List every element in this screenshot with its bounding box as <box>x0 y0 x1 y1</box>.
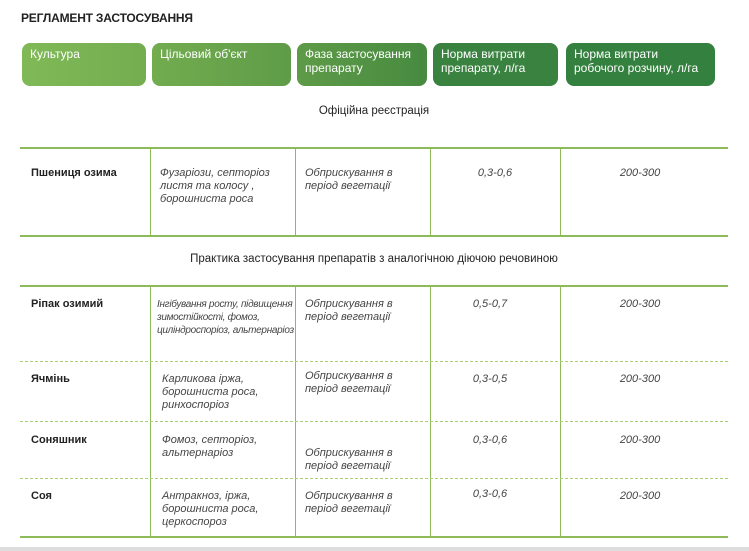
table-cell-solution: 200-300 <box>619 298 661 310</box>
header-crop: Культура <box>22 43 146 86</box>
table-cell-phase: Обприскування в період вегетації <box>305 370 393 395</box>
table-cell-crop: Соняшник <box>31 434 87 446</box>
divider <box>560 148 561 236</box>
divider <box>20 235 728 237</box>
table-cell-crop: Соя <box>31 490 52 502</box>
divider <box>20 536 728 538</box>
divider <box>150 286 151 537</box>
footer-bar <box>0 547 749 551</box>
table-cell-solution: 200-300 <box>619 434 661 446</box>
table-cell-crop: Ячмінь <box>31 373 70 385</box>
divider <box>150 148 151 236</box>
table-cell-crop: Ріпак озимий <box>31 298 104 310</box>
table-cell-rate: 0,3-0,6 <box>477 167 513 179</box>
divider <box>20 285 728 287</box>
section-title-practice: Практика застосування препаратів з аналогічною діючою речовиною <box>190 253 558 265</box>
table-cell-crop: Пшениця озима <box>31 167 117 179</box>
table-cell-phase: Обприскування в період вегетації <box>305 447 393 472</box>
table-cell-target: Інгібування росту, підвищення зимостійкості, фомоз, циліндроспоріоз, альтернаріоз <box>157 299 294 336</box>
table-cell-phase: Обприскування в період вегетації <box>305 298 393 323</box>
table-cell-solution: 200-300 <box>619 167 661 179</box>
table-cell-target: Фузаріози, септоріоз листя та колосу , борошниста роса <box>160 167 270 205</box>
divider <box>20 147 728 149</box>
header-rate: Норма витрати препарату, л/га <box>433 43 558 86</box>
header-phase: Фаза застосування препарату <box>297 43 427 86</box>
table-cell-target: Карликова іржа, борошниста роса, ринхоспоріоз <box>162 373 259 411</box>
table-cell-solution: 200-300 <box>619 373 661 385</box>
table-cell-rate: 0,3-0,5 <box>472 373 508 385</box>
page-title: РЕГЛАМЕНТ ЗАСТОСУВАННЯ <box>21 11 193 25</box>
table-cell-rate: 0,3-0,6 <box>472 488 508 500</box>
header-solution: Норма витрати робочого розчину, л/га <box>566 43 715 86</box>
table-cell-solution: 200-300 <box>619 490 661 502</box>
divider <box>295 148 296 236</box>
table-cell-target: Фомоз, септоріоз, альтернаріоз <box>162 434 258 459</box>
table-cell-target: Антракноз, іржа, борошниста роса, церкоспороз <box>162 490 259 528</box>
table-cell-phase: Обприскування в період вегетації <box>305 167 393 192</box>
table-cell-phase: Обприскування в період вегетації <box>305 490 393 515</box>
divider <box>20 361 728 362</box>
table-cell-rate: 0,5-0,7 <box>472 298 508 310</box>
divider <box>20 421 728 422</box>
table-cell-rate: 0,3-0,6 <box>472 434 508 446</box>
section-title-official: Офіційна реєстрація <box>318 105 430 117</box>
header-target: Цільовий об'єкт <box>152 43 291 86</box>
divider <box>430 148 431 236</box>
divider <box>20 478 728 479</box>
